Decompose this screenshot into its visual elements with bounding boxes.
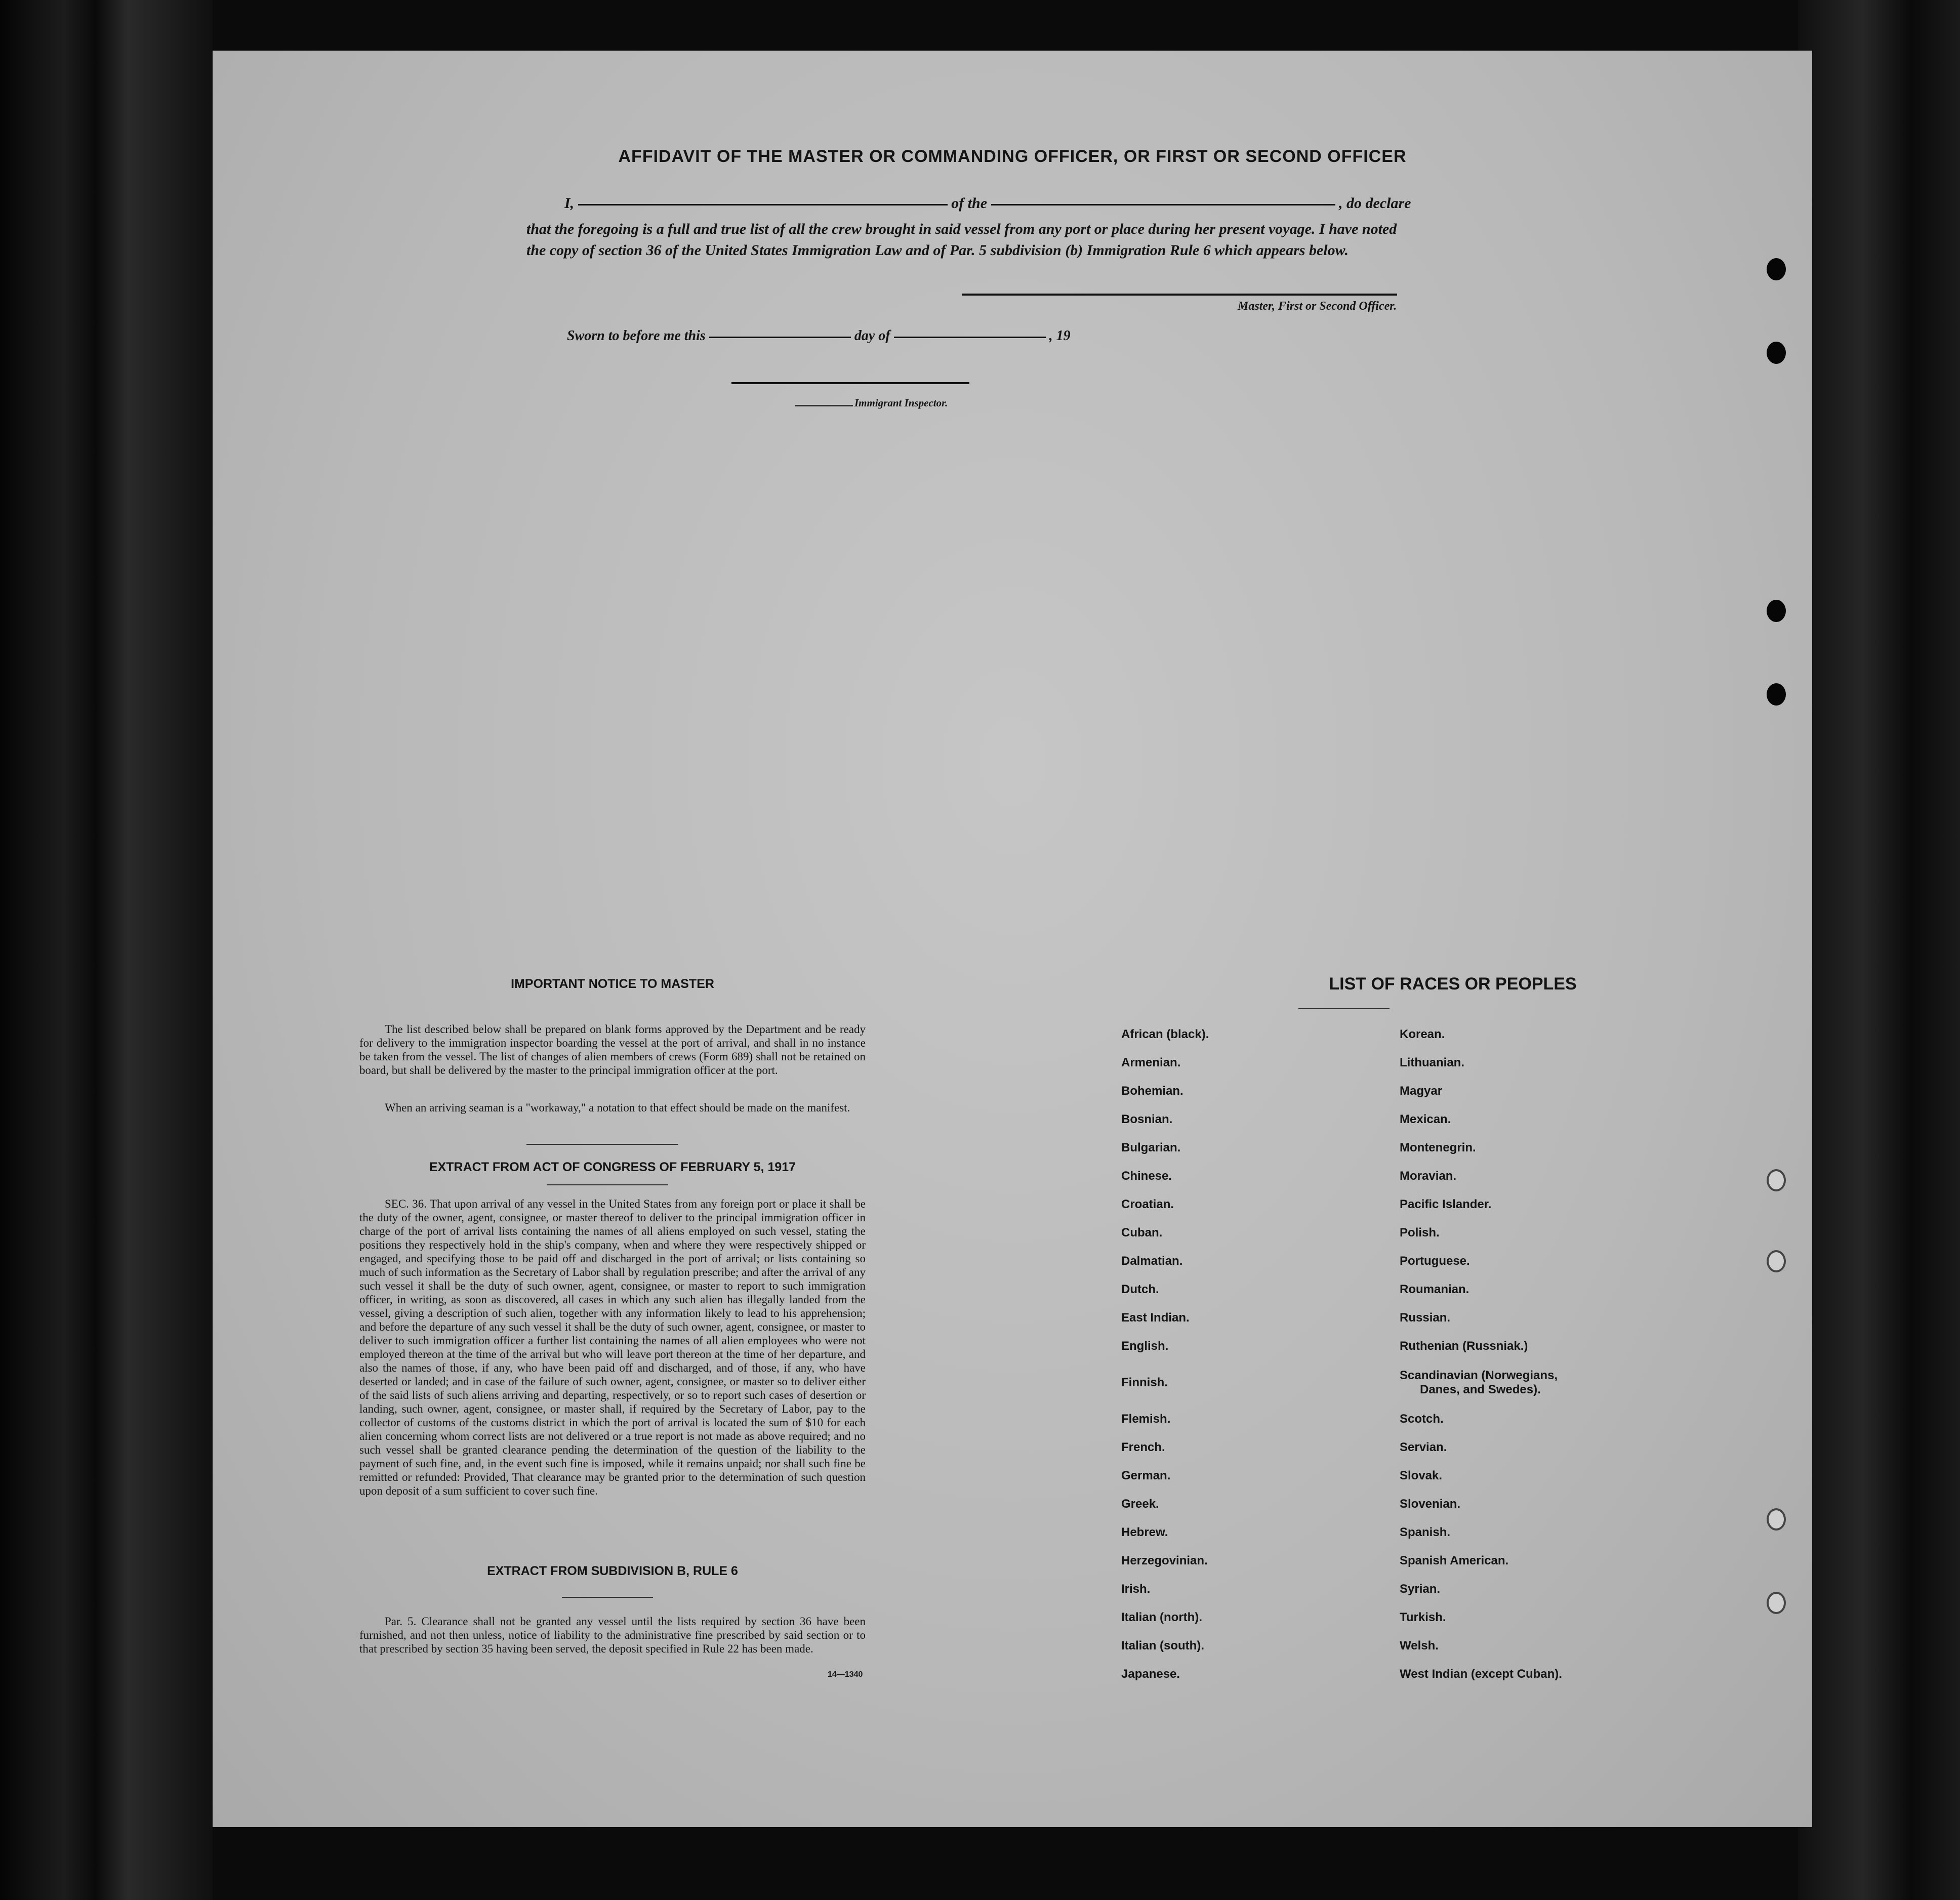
race-item: Herzegovinian. bbox=[1121, 1554, 1208, 1567]
punch-hole bbox=[1767, 1592, 1786, 1614]
race-item: Russian. bbox=[1400, 1311, 1451, 1325]
sworn-prefix: Sworn to before me this bbox=[567, 328, 706, 344]
race-item: English. bbox=[1121, 1339, 1169, 1353]
name-blank[interactable] bbox=[578, 203, 948, 205]
race-item: Welsh. bbox=[1400, 1639, 1439, 1653]
inspector-caption: Immigrant Inspector. bbox=[854, 397, 948, 409]
punch-hole bbox=[1767, 342, 1786, 364]
race-item: German. bbox=[1121, 1469, 1171, 1482]
race-item: Mexican. bbox=[1400, 1112, 1451, 1126]
inspector-caption-rule bbox=[795, 405, 853, 406]
affidavit-declare: , do declare bbox=[1339, 195, 1411, 212]
race-item: Portuguese. bbox=[1400, 1254, 1470, 1268]
notice-paragraph-1 bbox=[359, 1022, 866, 1077]
races-title: LIST OF RACES OR PEOPLES bbox=[1329, 974, 1577, 994]
rule-extract-divider bbox=[562, 1597, 653, 1598]
manifest-page bbox=[213, 51, 1812, 1827]
race-item: Chinese. bbox=[1121, 1169, 1172, 1183]
master-signature-line[interactable] bbox=[962, 294, 1397, 296]
race-item: Hebrew. bbox=[1121, 1525, 1168, 1539]
race-item: Bohemian. bbox=[1121, 1084, 1183, 1098]
race-item: Turkish. bbox=[1400, 1610, 1446, 1624]
affidavit-line-3: the copy of section 36 of the United States Immigration Law and of Par. 5 subdivision (b) Immigration Rule 6 which appears below. bbox=[526, 242, 1349, 259]
act-extract-body: SEC. 36. That upon arrival of any vessel in the United States from any foreign port or place it shall be the duty of the owner, agent, consignee, or master thereof to deliver to the principal immigration officer in charge of the port of arrival lists containing the names of all aliens employed on such vessel, stating the positions they respectively hold in the ship's company, when and where they were respectively shipped or engaged, and specifying those to be paid off and discharged in the port of arrival; or lists containing so much of such information as the Secretary of Labor shall by regulation prescribe; and after the arrival of any such vessel it shall be the duty of such owner, agent, consignee, or master to report to such immigration officer, in writing, as soon as discovered, all cases in which any such alien has illegally landed from the vessel, giving a description of such alien, together with any information likely to lead to his apprehension; and before the departure of any such vessel it shall be the duty of such owner, agent, consignee, or master to deliver to such immigration officer a further list containing the names of all alien employees who were not employed thereon at the time of the arrival but who will leave port thereon at the time of her departure, and also the names of those, if any, who have been paid off and discharged, and of those, if any, who have deserted or landed; and in case of the failure of such owner, agent, consignee, or master so to deliver either of the said lists of such aliens arriving and departing, respectively, or so to report such cases of desertion or landing, such owner, agent, consignee, or master shall, if required by the Secretary of Labor, pay to the collector of customs of the customs district in which the port of arrival is located the sum of $10 for each alien concerning whom correct lists are not delivered or a true report is not made as above required; and no such vessel shall be granted clearance pending the determination of the question of the liability to the payment of such fine, and, in the event such fine is imposed, while it remains unpaid; nor shall such fine be remitted or refunded: Provided, That clearance may be granted prior to the determination of such question upon deposit of a sum sufficient to cover such fine. bbox=[359, 1197, 866, 1497]
notice-divider bbox=[526, 1144, 678, 1145]
race-item: Dalmatian. bbox=[1121, 1254, 1183, 1268]
sworn-day-of: day of bbox=[854, 328, 890, 344]
film-edge-left bbox=[0, 0, 213, 1900]
race-item: Magyar bbox=[1400, 1084, 1443, 1098]
sworn-line bbox=[567, 328, 1071, 344]
race-item: French. bbox=[1121, 1440, 1165, 1454]
race-item: Finnish. bbox=[1121, 1376, 1168, 1389]
race-item: Slovak. bbox=[1400, 1469, 1443, 1482]
race-item: Slovenian. bbox=[1400, 1497, 1461, 1511]
rule-extract-body: Par. 5. Clearance shall not be granted any vessel until the lists required by section 36 have been furnished, and not then unless, notice of liability to the administrative fine prescribed by said section or to that prescribed by section 35 having been served, the deposit specified in Rule 22 has been made. bbox=[359, 1615, 866, 1655]
sworn-month-blank[interactable] bbox=[894, 336, 1046, 338]
race-item: Ruthenian (Russniak.) bbox=[1400, 1339, 1528, 1353]
race-item: Dutch. bbox=[1121, 1283, 1159, 1296]
affidavit-of-the: of the bbox=[951, 195, 988, 212]
race-item: Polish. bbox=[1400, 1226, 1440, 1240]
punch-hole bbox=[1767, 258, 1786, 280]
affidavit-i: I, bbox=[564, 195, 575, 212]
race-item: Servian. bbox=[1400, 1440, 1447, 1454]
form-number: 14—1340 bbox=[828, 1670, 863, 1679]
act-extract-title: EXTRACT FROM ACT OF CONGRESS OF FEBRUARY 5, 1917 bbox=[429, 1160, 796, 1174]
race-item: Scandinavian (Norwegians, bbox=[1400, 1369, 1558, 1382]
race-item: Armenian. bbox=[1121, 1056, 1181, 1069]
notice-paragraph-1-text: The list described below shall be prepared on blank forms approved by the Department and be ready for delivery to the immigration inspector boarding the vessel at the port of arrival, and shall in no instance be taken from the vessel. The list of changes of alien members of crews (Form 689) shall not be retained on board, but shall be delivered by the master to the principal immigration officer at the port. bbox=[359, 1023, 866, 1077]
race-item: Roumanian. bbox=[1400, 1283, 1469, 1296]
act-extract-divider bbox=[547, 1184, 668, 1185]
race-item: African (black). bbox=[1121, 1027, 1209, 1041]
affidavit-declaration-line bbox=[564, 195, 1411, 212]
rule-extract-title: EXTRACT FROM SUBDIVISION B, RULE 6 bbox=[487, 1564, 738, 1578]
notice-paragraph-2 bbox=[359, 1101, 866, 1114]
punch-hole bbox=[1767, 1169, 1786, 1191]
affidavit-line-2: that the foregoing is a full and true list of all the crew brought in said vessel from any port or place during her present voyage. I have noted bbox=[526, 221, 1397, 237]
punch-hole bbox=[1767, 1508, 1786, 1531]
affidavit-title: AFFIDAVIT OF THE MASTER OR COMMANDING OFFICER, OR FIRST OR SECOND OFFICER bbox=[618, 147, 1407, 166]
race-item: Cuban. bbox=[1121, 1226, 1163, 1240]
race-item: Moravian. bbox=[1400, 1169, 1457, 1183]
notice-title: IMPORTANT NOTICE TO MASTER bbox=[511, 977, 714, 991]
race-item: Lithuanian. bbox=[1400, 1056, 1464, 1069]
film-edge-right bbox=[1798, 0, 1960, 1900]
race-item: Greek. bbox=[1121, 1497, 1159, 1511]
race-item: Italian (south). bbox=[1121, 1639, 1204, 1653]
race-item: West Indian (except Cuban). bbox=[1400, 1667, 1562, 1681]
notice-paragraph-2-text: When an arriving seaman is a "workaway," a notation to that effect should be made on the manifest. bbox=[385, 1101, 850, 1114]
race-item: Scotch. bbox=[1400, 1412, 1444, 1426]
rule-extract-text bbox=[359, 1615, 866, 1656]
race-item: Danes, and Swedes). bbox=[1420, 1383, 1541, 1396]
act-extract-text bbox=[359, 1197, 866, 1498]
race-item: Korean. bbox=[1400, 1027, 1445, 1041]
race-item: Flemish. bbox=[1121, 1412, 1171, 1426]
punch-hole bbox=[1767, 600, 1786, 622]
race-item: Montenegrin. bbox=[1400, 1141, 1476, 1154]
punch-hole bbox=[1767, 1250, 1786, 1272]
race-item: Irish. bbox=[1121, 1582, 1151, 1596]
race-item: Spanish American. bbox=[1400, 1554, 1509, 1567]
race-item: Italian (north). bbox=[1121, 1610, 1202, 1624]
race-item: Croatian. bbox=[1121, 1197, 1174, 1211]
sworn-day-blank[interactable] bbox=[709, 336, 851, 338]
race-item: Spanish. bbox=[1400, 1525, 1451, 1539]
sworn-year: , 19 bbox=[1049, 328, 1071, 344]
master-caption: Master, First or Second Officer. bbox=[1238, 300, 1397, 313]
inspector-signature-line[interactable] bbox=[731, 382, 969, 384]
race-item: Syrian. bbox=[1400, 1582, 1441, 1596]
races-title-divider bbox=[1298, 1008, 1390, 1009]
race-item: Japanese. bbox=[1121, 1667, 1180, 1681]
race-item: Pacific Islander. bbox=[1400, 1197, 1492, 1211]
vessel-blank[interactable] bbox=[991, 203, 1335, 205]
race-item: East Indian. bbox=[1121, 1311, 1190, 1325]
punch-hole bbox=[1767, 683, 1786, 706]
race-item: Bosnian. bbox=[1121, 1112, 1173, 1126]
race-item: Bulgarian. bbox=[1121, 1141, 1181, 1154]
